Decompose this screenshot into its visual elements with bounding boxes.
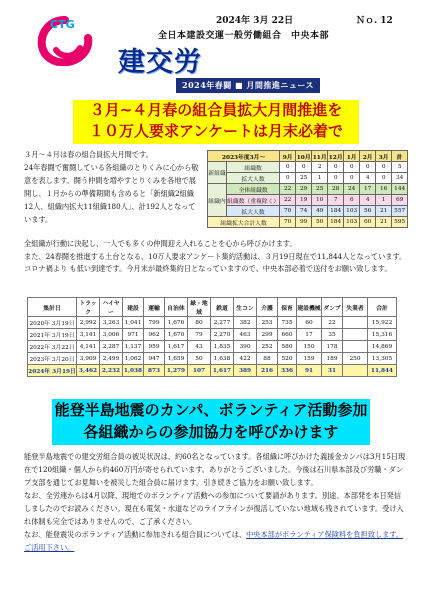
stats-cell: 74 — [296, 206, 312, 217]
stats-row — [208, 162, 408, 173]
stats-cell: 25 — [312, 184, 328, 195]
count-cell: 2,277 — [211, 317, 234, 329]
count-cell: 959 — [144, 341, 165, 353]
issue-number: Ｎｏ. 12 — [356, 16, 393, 26]
stats-cell: 25 — [296, 173, 312, 184]
count-row — [28, 317, 397, 329]
count-header-cell: 自治体 — [165, 298, 188, 317]
stats-header-cell: 2月 — [360, 151, 376, 162]
count-cell: 159 — [297, 353, 322, 365]
stats-cell: 21 — [376, 206, 392, 217]
issue-date: 2024年 3月 22日 — [216, 16, 294, 26]
count-cell: 60 — [297, 317, 322, 329]
stats-cell: 21 — [376, 217, 392, 228]
stats-cell: 184 — [328, 217, 344, 228]
logo-text: CTG — [50, 18, 75, 31]
stats-cell: 557 — [392, 206, 408, 217]
count-cell: 520 — [278, 353, 297, 365]
stats-cell: 56 — [360, 206, 376, 217]
stats-cell: 28 — [328, 184, 344, 195]
count-header-cell: 鉄道 — [211, 298, 234, 317]
stats-header-cell: 1月 — [344, 151, 360, 162]
count-cell: 15,922 — [368, 317, 397, 329]
count-cell: 971 — [123, 329, 144, 341]
stats-total-row — [208, 217, 408, 228]
count-cell: 873 — [144, 365, 165, 377]
stats-row-label: 組織数（重複除く） — [227, 195, 280, 206]
count-cell: 79 — [188, 329, 211, 341]
intro-paragraph-2: 24年春闘で奮闘している各組織のとりくみに心から敬意を表します。闘う仲間を増やすとりくみを各地で展開し、１月からの準備期間も含めると「新組織2組織12人、組織内拡大11組織180人」、計192人となっています。 — [24, 163, 199, 224]
stats-cell: 29 — [296, 184, 312, 195]
count-cell: 2,499 — [100, 353, 123, 365]
relief-headline-line-2: 各組織からの参加協力を呼びかけます — [83, 423, 339, 441]
count-cell: 250 — [343, 353, 368, 365]
count-cell: 389 — [234, 365, 257, 377]
stats-cell: 99 — [296, 217, 312, 228]
stats-cell: 19 — [296, 195, 312, 206]
count-cell: 178 — [322, 341, 343, 353]
stats-cell: 0 — [360, 162, 376, 173]
count-cell: 13,305 — [368, 353, 397, 365]
count-cell: 1,041 — [123, 317, 144, 329]
relief-paragraph-1: 能登半島地震での建交労組合員の被災状況は、約60名となっています。各組織に呼びかけた義援金カンパは3月15日現在で120組織・個人から約460万円が寄せられています。ありがとうございました。今後は石川県本部及び労職・ダンプ支部を通じてお見舞いを被災した組合員に届けます。引き続きご協力をお願い致します。 — [24, 452, 406, 487]
count-cell: 2,992 — [77, 317, 100, 329]
relief-text — [24, 450, 408, 554]
campaign-paragraph-2: また、24春闘を推進する土台となる、10万人要求アンケート集約活動は、３月19日現在で11,844人となっています。コロナ禍より も低い到達です。今月末が最終集約日となっていますので、中央本部必着で送付をお願い致します。 — [24, 251, 407, 273]
count-cell: 2,232 — [100, 365, 123, 377]
count-cell: 463 — [234, 329, 257, 341]
count-cell: 1,676 — [165, 317, 188, 329]
stats-row — [208, 195, 408, 206]
stats-header-cell: 9月 — [280, 151, 296, 162]
stats-cell: 70 — [280, 206, 296, 217]
count-header-cell: 保育 — [278, 298, 297, 317]
count-cell: 35 — [322, 329, 343, 341]
count-cell: 22 — [322, 317, 343, 329]
stats-cell: 0 — [296, 162, 312, 173]
count-header-cell: 建設機械 — [297, 298, 322, 317]
relief-paragraph-3-lead: なお、能登震災のボランティア活動に参加される組合員については、 — [24, 530, 247, 539]
stats-cell: 22 — [280, 195, 296, 206]
stats-header-cell: 12月 — [328, 151, 344, 162]
count-cell: 3,263 — [100, 317, 123, 329]
count-cell: 799 — [144, 317, 165, 329]
count-cell: 3,909 — [77, 353, 100, 365]
count-cell: 962 — [144, 329, 165, 341]
stats-cell: 24 — [344, 184, 360, 195]
stats-cell: 103 — [344, 217, 360, 228]
stats-row-label: 拡大人数 — [227, 206, 280, 217]
campaign-paragraph-1: 全組織が行動に決起し、一人でも多くの仲間迎え入れることを心から呼びかけます。 — [24, 239, 297, 248]
count-cell: 3,141 — [77, 329, 100, 341]
organization-name: 全日本建設交運一般労働組合 中央本部 — [158, 31, 330, 41]
count-cell: 1,638 — [211, 353, 234, 365]
survey-count-table — [27, 297, 397, 377]
stats-cell: 0 — [280, 162, 296, 173]
count-cell: 4,141 — [77, 341, 100, 353]
relief-headline-banner — [52, 399, 370, 445]
count-cell: 1,038 — [123, 365, 144, 377]
count-header-cell: ダンプ — [322, 298, 343, 317]
count-cell: 1,137 — [123, 341, 144, 353]
count-cell: 390 — [234, 341, 257, 353]
organizing-stats-table — [207, 150, 408, 228]
stats-cell: 60 — [360, 217, 376, 228]
count-cell: 1,670 — [165, 329, 188, 341]
count-cell — [343, 329, 368, 341]
count-cell: 15,316 — [368, 329, 397, 341]
relief-paragraph-2: なお、全労連からは4月以降、現地でのボランティア活動への参加について要請があります。別途、本部発を本日発信しましたのでお読みください。現在も電気・水道などのライフラインが復活していない地域も残されています。受け入れ体制も完全ではありませんので、ご了承ください。 — [24, 491, 404, 526]
stats-cell: 0 — [328, 162, 344, 173]
stats-cell: 69 — [392, 195, 408, 206]
count-header-row — [28, 298, 397, 317]
count-cell: 2,287 — [100, 341, 123, 353]
count-cell: 31 — [322, 365, 343, 377]
stats-header-cell: 10月 — [296, 151, 312, 162]
count-cell: 2,270 — [211, 329, 234, 341]
count-date-cell: 2021年 3月19日 — [28, 329, 77, 341]
intro-text — [24, 148, 202, 226]
count-cell: 382 — [234, 317, 257, 329]
headline-banner — [73, 100, 359, 144]
count-cell: 660 — [278, 329, 297, 341]
count-cell: 14,869 — [368, 341, 397, 353]
count-cell: 216 — [257, 365, 278, 377]
stats-header-cell: 計 — [392, 151, 408, 162]
stats-cell: 595 — [392, 217, 408, 228]
count-cell: 1,659 — [165, 353, 188, 365]
ctg-logo — [36, 14, 94, 66]
count-cell — [343, 317, 368, 329]
count-cell: 107 — [188, 365, 211, 377]
count-cell: 1,062 — [123, 353, 144, 365]
stats-cell: 2 — [312, 162, 328, 173]
insurance-notice: 中央本部がボランティア保険料を負担致します。ご活用下さい。 — [24, 530, 404, 552]
count-cell: 11,844 — [368, 365, 397, 377]
stats-cell: 1 — [312, 173, 328, 184]
count-cell: 253 — [257, 317, 278, 329]
stats-header-cell: 11月 — [312, 151, 328, 162]
count-header-cell: ハイヤー — [100, 298, 123, 317]
stats-row-label: 拡大人数 — [227, 173, 280, 184]
count-cell: 422 — [234, 353, 257, 365]
count-cell: 1,617 — [165, 341, 188, 353]
count-cell: 189 — [322, 353, 343, 365]
stats-cell: 10 — [312, 195, 328, 206]
stats-cell: 7 — [328, 195, 344, 206]
stats-header-row — [208, 151, 408, 162]
count-header-cell: 建設 — [123, 298, 144, 317]
count-cell: 1,617 — [211, 365, 234, 377]
headline-line-2: １０万人要求アンケートは月末必着で — [88, 122, 344, 140]
stats-cell: 16 — [376, 184, 392, 195]
stats-cell: 6 — [344, 195, 360, 206]
count-cell: 17 — [297, 329, 322, 341]
stats-cell: 22 — [280, 184, 296, 195]
stats-row-label: 組織数 — [227, 162, 280, 173]
stats-row — [208, 173, 408, 184]
count-cell: 3,006 — [100, 329, 123, 341]
count-header-cell: 失業者 — [343, 298, 368, 317]
count-date-cell: 2023年 3月20日 — [28, 353, 77, 365]
count-header-cell: 緑・地域 — [188, 298, 211, 317]
count-cell: 50 — [188, 353, 211, 365]
count-cell: 150 — [297, 341, 322, 353]
masthead-subtitle: 2024年春闘 ■ 月間推進ニュース — [176, 78, 320, 93]
count-cell: 43 — [188, 341, 211, 353]
intro-paragraph-1: ３月～４月は春の組合員拡大月間です。 — [24, 150, 153, 159]
count-cell: 735 — [278, 317, 297, 329]
count-cell: 299 — [257, 329, 278, 341]
count-header-cell: 集計日 — [28, 298, 77, 317]
stats-cell: 17 — [360, 184, 376, 195]
stats-cell: 4 — [360, 195, 376, 206]
count-date-cell: 2024年 3月19日 — [28, 365, 77, 377]
count-cell: 88 — [257, 353, 278, 365]
stats-group-label: 新組織 — [208, 162, 227, 184]
count-date-cell: 2020年 3月19日 — [28, 317, 77, 329]
count-cell: 580 — [278, 341, 297, 353]
stats-header-cell: 3月 — [376, 151, 392, 162]
stats-cell: 1 — [376, 195, 392, 206]
count-row — [28, 341, 397, 353]
stats-cell: 103 — [344, 206, 360, 217]
masthead-title: 建交労 — [118, 47, 202, 78]
count-header-cell: トラック — [77, 298, 100, 317]
count-cell: 252 — [257, 341, 278, 353]
stats-cell: 0 — [376, 162, 392, 173]
stats-row-label: 組織拡大合計人数 — [208, 217, 280, 228]
stats-group-label: 組織内 — [208, 184, 227, 217]
count-cell — [343, 341, 368, 353]
stats-cell: 0 — [344, 162, 360, 173]
headline-line-1: ３月~４月春の組合員拡大月間推進を — [89, 101, 343, 119]
stats-cell: 34 — [392, 173, 408, 184]
stats-cell: 49 — [312, 206, 328, 217]
stats-cell: 0 — [280, 173, 296, 184]
count-header-cell: 介護 — [257, 298, 278, 317]
stats-header-cell: 2023年度3月～ — [208, 151, 280, 162]
count-cell: 1,835 — [211, 341, 234, 353]
count-header-cell: 合計 — [368, 298, 397, 317]
count-cell — [343, 365, 368, 377]
count-cell: 1,279 — [165, 365, 188, 377]
stats-row — [208, 184, 408, 195]
stats-cell: 0 — [328, 173, 344, 184]
count-cell: 91 — [297, 365, 322, 377]
count-cell: 336 — [278, 365, 297, 377]
count-header-cell: 生コン — [234, 298, 257, 317]
stats-row — [208, 206, 408, 217]
count-header-cell: 運輸 — [144, 298, 165, 317]
stats-cell: 50 — [312, 217, 328, 228]
count-row — [28, 365, 397, 377]
relief-headline-line-1: 能登半島地震のカンパ、ボランティア活動参加 — [54, 401, 368, 419]
count-cell: 80 — [188, 317, 211, 329]
count-cell: 947 — [144, 353, 165, 365]
count-cell: 3,462 — [77, 365, 100, 377]
count-row — [28, 353, 397, 365]
stats-row-label: 全体組織数 — [227, 184, 280, 195]
count-row — [28, 329, 397, 341]
stats-cell: 5 — [392, 162, 408, 173]
stats-cell: 70 — [280, 217, 296, 228]
relief-paragraph-3 — [24, 528, 408, 554]
stats-cell: 144 — [392, 184, 408, 195]
stats-cell: 0 — [344, 173, 360, 184]
stats-cell: 184 — [328, 206, 344, 217]
stats-cell: 4 — [360, 173, 376, 184]
count-date-cell: 2022年 3月22日 — [28, 341, 77, 353]
stats-cell: 0 — [376, 173, 392, 184]
campaign-text — [24, 238, 408, 276]
